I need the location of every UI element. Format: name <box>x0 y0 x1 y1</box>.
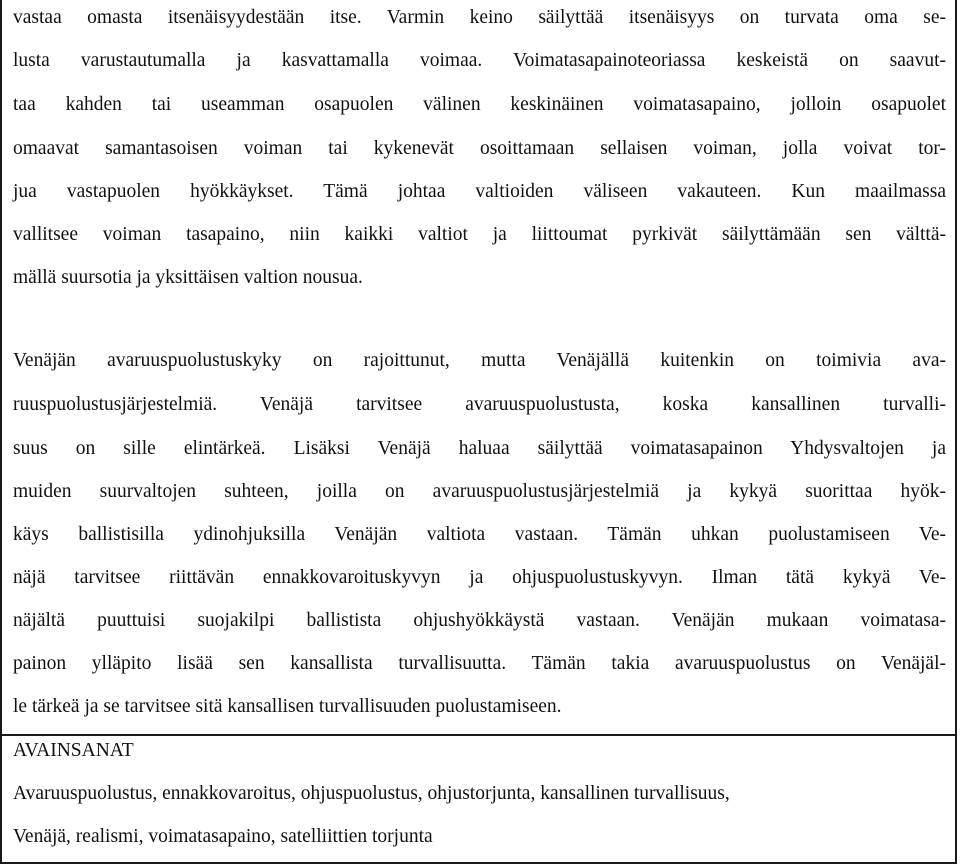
text-line: näjältä puuttuisi suojakilpi ballistista ohjushyökkäystä vastaan. Venäjän mukaan voimatasa- <box>13 610 946 631</box>
text-line: suus on sille elintärkeä. Lisäksi Venäjä haluaa säilyttää voimatasapainon Yhdysvaltojen ja <box>13 438 946 459</box>
text-line: muiden suurvaltojen suhteen, joilla on avaruuspuolustusjärjestelmiä ja kykyä suorittaa hyök- <box>13 481 946 502</box>
text-line: käys ballistisilla ydinohjuksilla Venäjän valtiota vastaan. Tämän uhkan puolustamiseen Ve- <box>13 524 946 545</box>
text-line: omaavat samantasoisen voiman tai kykenevät osoittamaan sellaisen voiman, jolla voivat tor- <box>13 138 946 159</box>
keywords-heading: AVAINSANAT <box>13 740 134 761</box>
text-line: ruuspuolustusjärjestelmiä. Venäjä tarvitsee avaruuspuolustusta, koska kansallinen turvalli- <box>13 394 946 415</box>
text-line: vastaa omasta itsenäisyydestään itse. Varmin keino säilyttää itsenäisyys on turvata oma se- <box>13 7 946 28</box>
text-line: näjä tarvitsee riittävän ennakkovaroituskyvyn ja ohjuspuolustuskyvyn. Ilman tätä kykyä Ve- <box>13 567 946 588</box>
text-line: lusta varustautumalla ja kasvattamalla voimaa. Voimatasapainoteoriassa keskeistä on saavut- <box>13 50 946 71</box>
keywords-line: Avaruuspuolustus, ennakkovaroitus, ohjuspuolustus, ohjustorjunta, kansallinen turvallisuus, <box>13 783 730 804</box>
text-line: jua vastapuolen hyökkäykset. Tämä johtaa valtioiden väliseen vakauteen. Kun maailmassa <box>13 181 946 202</box>
text-line: vallitsee voiman tasapaino, niin kaikki valtiot ja liittoumat pyrkivät säilyttämään sen välttä- <box>13 224 946 245</box>
section-divider <box>0 734 957 736</box>
text-line: le tärkeä ja se tarvitsee sitä kansallisen turvallisuuden puolustamiseen. <box>13 696 562 717</box>
keywords-line: Venäjä, realismi, voimatasapaino, satelliittien torjunta <box>13 826 433 847</box>
text-line: mällä suursotia ja yksittäisen valtion nousua. <box>13 267 363 288</box>
text-line: painon ylläpito lisää sen kansallista turvallisuutta. Tämän takia avaruuspuolustus on Venäjäl- <box>13 653 946 674</box>
text-line: Venäjän avaruuspuolustuskyky on rajoittunut, mutta Venäjällä kuitenkin on toimivia ava- <box>13 350 946 371</box>
text-line: taa kahden tai useamman osapuolen välinen keskinäinen voimatasapaino, jolloin osapuolet <box>13 94 946 115</box>
